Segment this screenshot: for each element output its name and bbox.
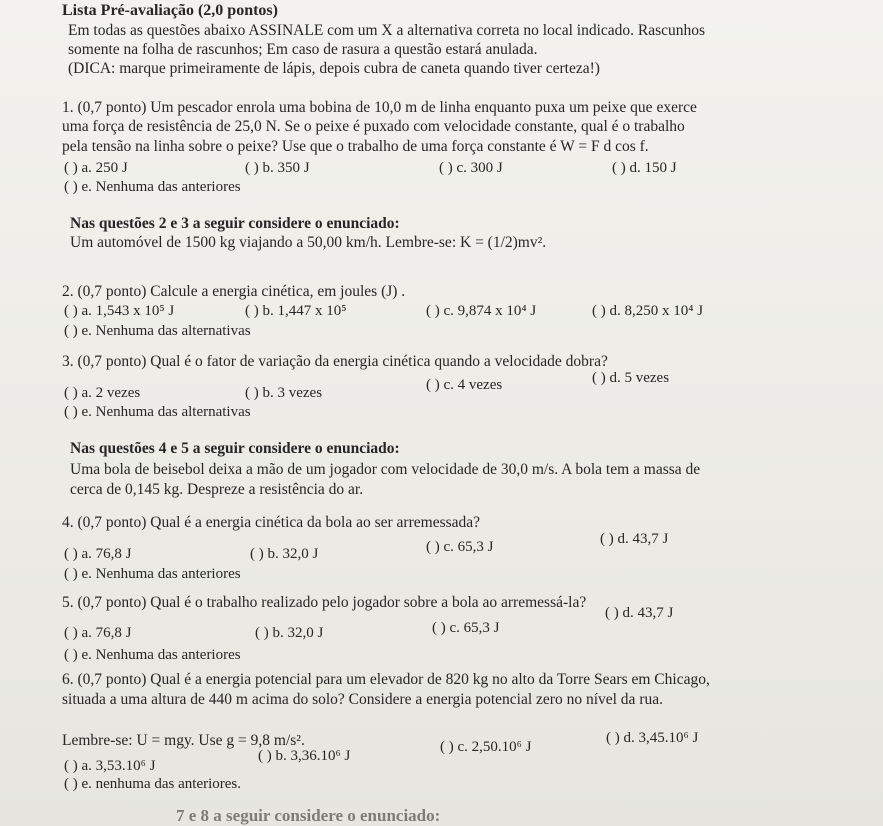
context-q2-q3-heading: Nas questões 2 e 3 a seguir considere o enunciado: [70, 215, 400, 232]
q4-text-line-1: 4. (0,7 ponto) Qual é a energia cinética da bola ao ser arremessada? [62, 514, 481, 531]
q6-text-line-2: situada a uma altura de 440 m acima do solo? Considere a energia potencial zero no nível da rua. [62, 691, 663, 708]
q6-option-e[interactable]: ( ) e. nenhuma das anteriores. [64, 776, 242, 792]
instructions-line-2: somente na folha de rascunhos; Em caso de rasura a questão estará anulada. [68, 41, 538, 58]
q3-option-e[interactable]: ( ) e. Nenhuma das alternativas [64, 404, 251, 420]
q5-option-c[interactable]: ( ) c. 65,3 J [432, 620, 500, 636]
q4-option-e[interactable]: ( ) e. Nenhuma das anteriores [64, 566, 241, 582]
q1-option-c[interactable]: ( ) c. 300 J [439, 160, 503, 176]
q1-option-a[interactable]: ( ) a. 250 J [64, 160, 128, 176]
q1-option-d[interactable]: ( ) d. 150 J [612, 160, 677, 176]
q1-text-line-3: pela tensão na linha sobre o peixe? Use que o trabalho de uma força constante é W = F d cos f. [62, 138, 649, 155]
q6-text-line-3: Lembre-se: U = mgy. Use g = 9,8 m/s². [62, 732, 305, 749]
q6-option-b[interactable]: ( ) b. 3,36.10⁶ J [258, 748, 351, 764]
q2-option-e[interactable]: ( ) e. Nenhuma das alternativas [64, 323, 251, 339]
q2-option-d[interactable]: ( ) d. 8,250 x 10⁴ J [592, 303, 704, 319]
q1-text-line-2: uma força de resistência de 25,0 N. Se o peixe é puxado com velocidade constante, qual é o trabalho [62, 118, 685, 135]
q3-text-line-1: 3. (0,7 ponto) Qual é o fator de variação da energia cinética quando a velocidade dobra? [62, 353, 608, 370]
q5-option-e[interactable]: ( ) e. Nenhuma das anteriores [64, 647, 241, 663]
q3-option-a[interactable]: ( ) a. 2 vezes [64, 385, 141, 401]
context-q4-q5-line-2: cerca de 0,145 kg. Despreze a resistência do ar. [70, 481, 364, 498]
q3-option-d[interactable]: ( ) d. 5 vezes [592, 370, 670, 386]
q5-option-a[interactable]: ( ) a. 76,8 J [64, 625, 132, 641]
context-q4-q5-line-1: Uma bola de beisebol deixa a mão de um jogador com velocidade de 30,0 m/s. A bola tem a massa de [70, 461, 701, 478]
q3-option-c[interactable]: ( ) c. 4 vezes [426, 377, 503, 393]
context-q4-q5-heading: Nas questões 4 e 5 a seguir considere o enunciado: [70, 440, 400, 457]
q2-text-line-1: 2. (0,7 ponto) Calcule a energia cinética, em joules (J) . [62, 283, 406, 300]
q2-option-b[interactable]: ( ) b. 1,447 x 10⁵ [245, 303, 347, 319]
q6-option-c[interactable]: ( ) c. 2,50.10⁶ J [440, 739, 532, 755]
q1-text-line-1: 1. (0,7 ponto) Um pescador enrola uma bobina de 10,0 m de linha enquanto puxa um peixe que exerce [62, 99, 697, 116]
q3-option-b[interactable]: ( ) b. 3 vezes [245, 385, 323, 401]
instructions-line-1: Em todas as questões abaixo ASSINALE com um X a alternativa correta no local indicado. Rascunhos [68, 22, 706, 39]
q1-option-e[interactable]: ( ) e. Nenhuma das anteriores [64, 179, 241, 195]
q2-option-a[interactable]: ( ) a. 1,543 x 10⁵ J [64, 303, 175, 319]
q4-option-b[interactable]: ( ) b. 32,0 J [250, 546, 319, 562]
context-q2-q3-text: Um automóvel de 1500 kg viajando a 50,00 km/h. Lembre-se: K = (1/2)mv². [70, 234, 547, 251]
q4-option-c[interactable]: ( ) c. 65,3 J [426, 539, 494, 555]
q4-option-a[interactable]: ( ) a. 76,8 J [64, 546, 132, 562]
next-section-heading-partial: 7 e 8 a seguir considere o enunciado: [176, 806, 441, 825]
q2-option-c[interactable]: ( ) c. 9,874 x 10⁴ J [426, 303, 537, 319]
q1-option-b[interactable]: ( ) b. 350 J [245, 160, 310, 176]
instructions-line-3: (DICA: marque primeiramente de lápis, depois cubra de caneta quando tiver certeza!) [68, 60, 600, 77]
q4-option-d[interactable]: ( ) d. 43,7 J [600, 531, 669, 547]
q5-option-d[interactable]: ( ) d. 43,7 J [605, 605, 674, 621]
page-title: Lista Pré-avaliação (2,0 pontos) [62, 2, 278, 19]
q6-option-d[interactable]: ( ) d. 3,45.10⁶ J [606, 730, 699, 746]
q6-option-a[interactable]: ( ) a. 3,53.10⁶ J [64, 758, 156, 774]
q5-option-b[interactable]: ( ) b. 32,0 J [255, 625, 324, 641]
q6-text-line-1: 6. (0,7 ponto) Qual é a energia potencial para um elevador de 820 kg no alto da Torre Sears em Chicago, [62, 671, 710, 688]
q5-text-line-1: 5. (0,7 ponto) Qual é o trabalho realizado pelo jogador sobre a bola ao arremessá-la? [62, 594, 587, 611]
